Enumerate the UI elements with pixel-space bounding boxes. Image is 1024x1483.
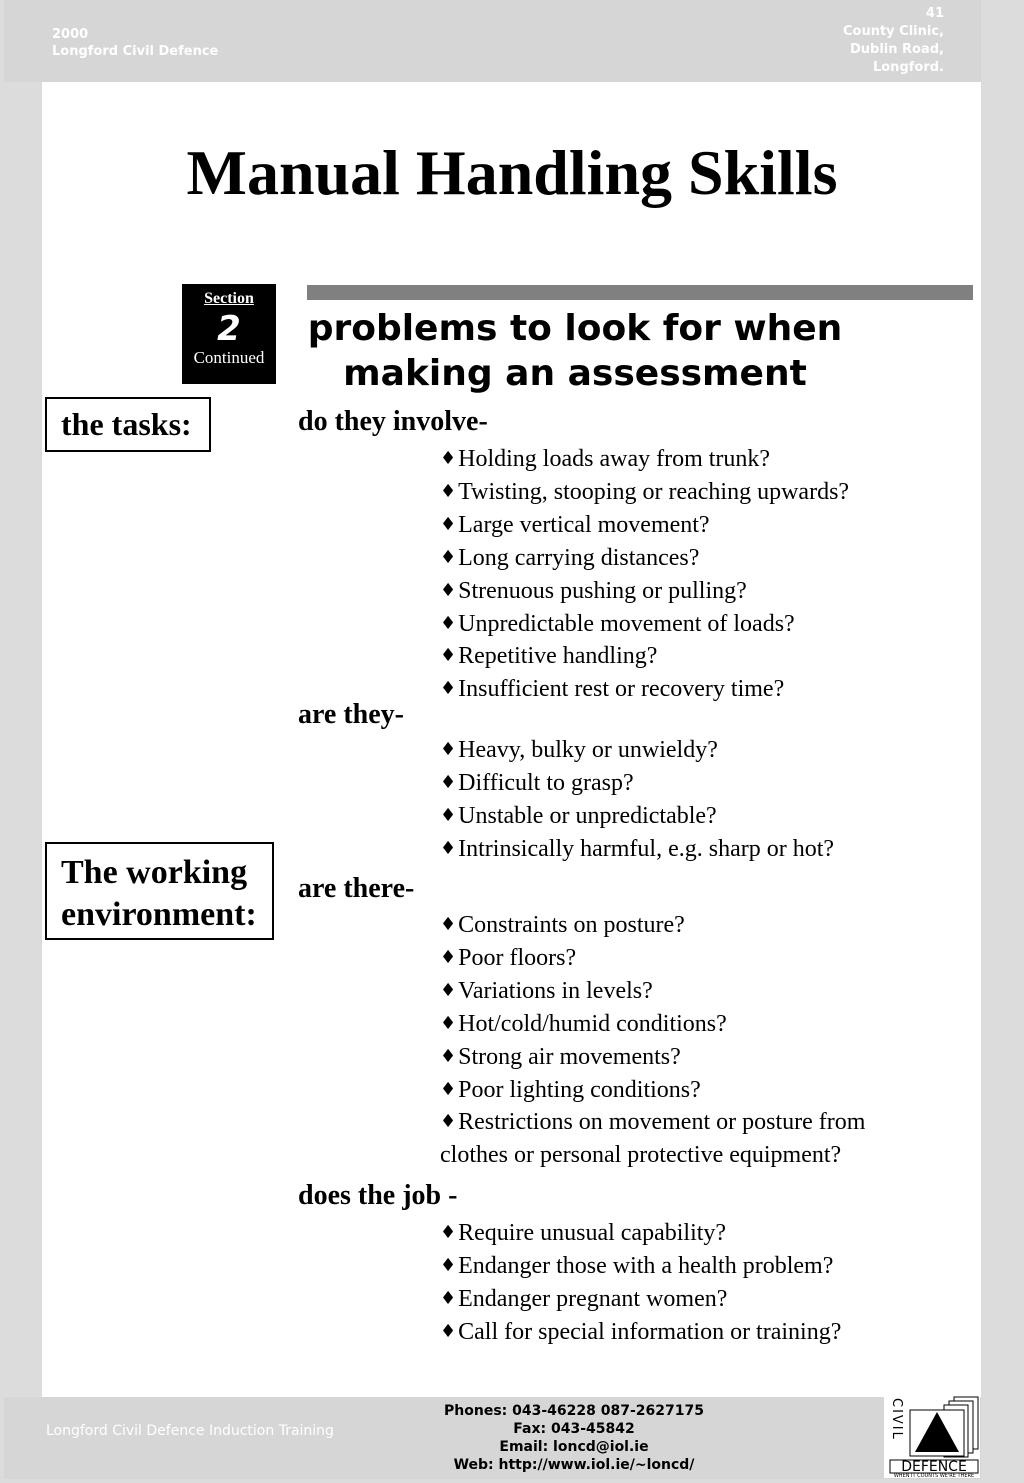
list-job: [440, 1218, 841, 1350]
tasks-label: the tasks:: [61, 406, 192, 442]
section-subtitle: [290, 306, 860, 396]
group-heading-job: does the job -: [298, 1180, 458, 1211]
group-heading-are-there: are there-: [298, 873, 415, 904]
tasks-box: [45, 397, 211, 452]
group-heading-are-they: are they-: [298, 699, 404, 730]
section-number: 2: [217, 309, 241, 349]
diamond-bullet-icon: ♦: [440, 914, 457, 935]
diamond-bullet-icon: ♦: [440, 946, 457, 968]
list-item: ♦Poor lighting conditions?: [440, 1076, 701, 1103]
diamond-bullet-icon: ♦: [440, 739, 457, 760]
diamond-bullet-icon: ♦: [440, 1045, 457, 1067]
diamond-bullet-icon: ♦: [440, 1320, 457, 1342]
list-item: ♦Require unusual capability?: [440, 1220, 727, 1246]
list-item: ♦Heavy, bulky or unwieldy?: [440, 737, 718, 763]
diamond-bullet-icon: ♦: [440, 678, 457, 700]
list-item: ♦Intrinsically harmful, e.g. sharp or hot?: [440, 835, 835, 862]
footer-phones: Phones: 043-46228 087-2627175: [444, 1403, 704, 1419]
footer-contact: [404, 1402, 744, 1474]
list-are-there: [440, 910, 865, 1172]
list-item: ♦Strong air movements?: [440, 1043, 681, 1070]
diamond-bullet-icon: ♦: [440, 513, 457, 535]
header-right: [843, 5, 944, 77]
list-item: ♦Unpredictable movement of loads?: [440, 610, 795, 637]
list-item: ♦Unstable or unpredictable?: [440, 802, 717, 829]
diamond-bullet-icon: ♦: [440, 1078, 457, 1100]
subtitle-line-2: making an assessment: [343, 353, 807, 394]
diamond-bullet-icon: ♦: [440, 979, 457, 1001]
environment-label-line-2: environment:: [61, 896, 257, 933]
diamond-bullet-icon: ♦: [440, 804, 457, 826]
list-item: ♦Constraints on posture?: [440, 912, 685, 938]
triangle-logo-icon: [884, 1396, 980, 1478]
diamond-bullet-icon: ♦: [440, 579, 457, 601]
list-involve: [440, 444, 849, 707]
list-item: ♦Strenuous pushing or pulling?: [440, 577, 747, 604]
list-are-they: [440, 735, 834, 867]
list-item: ♦Variations in levels?: [440, 977, 653, 1004]
diamond-bullet-icon: ♦: [440, 448, 457, 469]
environment-label-line-1: The working: [61, 854, 248, 891]
logo-tagline: WHEN IT COUNTS WE'RE THERE: [893, 1473, 975, 1478]
footer-training-label: Longford Civil Defence Induction Training: [46, 1423, 334, 1439]
diamond-bullet-icon: ♦: [440, 1222, 457, 1243]
list-item: ♦Repetitive handling?: [440, 643, 658, 670]
logo-text: DEFENCE: [901, 1459, 967, 1475]
footer-fax: Fax: 043-45842: [513, 1421, 635, 1437]
section-status: Continued: [193, 348, 265, 367]
list-item: ♦Long carrying distances?: [440, 544, 700, 571]
page-number: 41: [925, 6, 944, 21]
list-item: ♦Large vertical movement?: [440, 511, 710, 538]
page-title: Manual Handling Skills: [186, 137, 838, 208]
diamond-bullet-icon: ♦: [440, 645, 457, 667]
list-item: ♦Difficult to grasp?: [440, 769, 634, 796]
list-item: ♦Call for special information or training?: [440, 1318, 842, 1345]
list-item: ♦Endanger those with a health problem?: [440, 1252, 834, 1279]
diamond-bullet-icon: ♦: [440, 612, 457, 634]
address-line-3: Longford.: [872, 60, 944, 75]
list-item: ♦Poor floors?: [440, 944, 577, 971]
diamond-bullet-icon: ♦: [440, 1111, 457, 1133]
diamond-bullet-icon: ♦: [440, 837, 457, 859]
diamond-bullet-icon: ♦: [440, 1287, 457, 1309]
list-item: ♦Twisting, stooping or reaching upwards?: [440, 478, 850, 505]
group-heading-involve: do they involve-: [298, 406, 488, 437]
list-item: ♦Insufficient rest or recovery time?: [440, 676, 785, 703]
diamond-bullet-icon: ♦: [440, 1254, 457, 1276]
list-item-continuation: clothes or personal protective equipment?: [440, 1142, 842, 1169]
list-item: ♦Restrictions on movement or posture from: [440, 1109, 866, 1136]
page-header: [4, 0, 981, 82]
address-line-2: Dublin Road,: [849, 42, 944, 57]
footer-web[interactable]: Web: http://www.iol.ie/~loncd/: [453, 1457, 695, 1473]
diamond-bullet-icon: ♦: [440, 546, 457, 568]
subtitle-line-1: problems to look for when: [307, 308, 843, 349]
diamond-bullet-icon: ♦: [440, 771, 457, 793]
header-left: [52, 26, 218, 60]
header-year: 2000: [52, 27, 89, 42]
header-org: Longford Civil Defence: [52, 44, 219, 59]
section-badge: [182, 284, 276, 384]
diamond-bullet-icon: ♦: [440, 480, 457, 502]
list-item: ♦Hot/cold/humid conditions?: [440, 1010, 727, 1037]
address-line-1: County Clinic,: [842, 24, 944, 39]
diamond-bullet-icon: ♦: [440, 1012, 457, 1034]
logo-vertical-text: CIVIL: [889, 1398, 904, 1441]
footer-email[interactable]: Email: loncd@iol.ie: [499, 1439, 649, 1455]
list-item: ♦Holding loads away from trunk?: [440, 446, 771, 472]
divider-bar: [307, 285, 973, 300]
environment-box: [45, 842, 274, 940]
section-label: Section: [204, 290, 254, 307]
list-item: ♦Endanger pregnant women?: [440, 1285, 728, 1312]
civil-defence-logo: [884, 1396, 980, 1478]
